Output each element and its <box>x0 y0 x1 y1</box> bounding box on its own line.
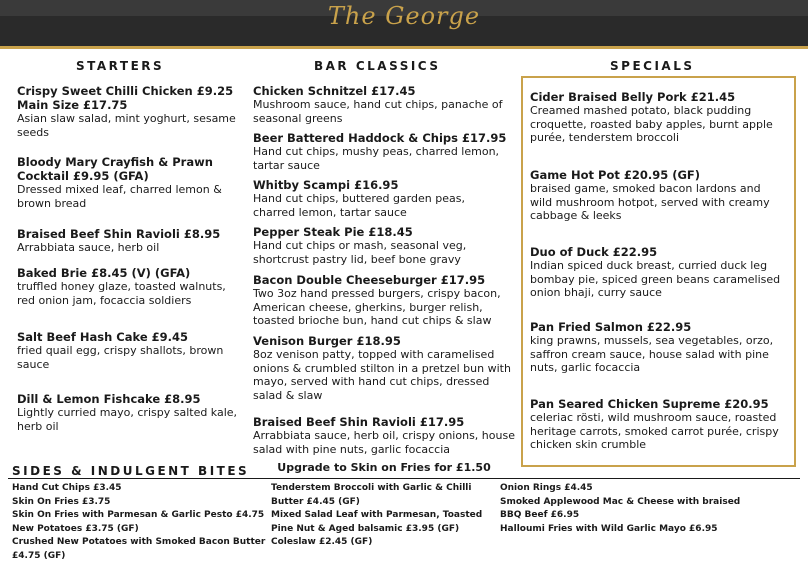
bar-classic-item <box>253 84 518 125</box>
item-name: Braised Beef Shin Ravioli £17.95 <box>253 415 465 429</box>
item-name: Duo of Duck £22.95 <box>530 245 658 259</box>
item-desc: celeriac rösti, wild mushroom sauce, roasted heritage carrots, smoked carrot purée, crispy chicken skin crumble <box>530 411 779 451</box>
bar-classic-item <box>253 334 518 402</box>
item-name: Venison Burger £18.95 <box>253 334 401 348</box>
item-desc: Two 3oz hand pressed burgers, crispy bacon, American cheese, gherkins, burger relish, toasted brioche bun, hand cut chips & slaw <box>253 287 501 327</box>
bar-classic-item <box>253 131 518 172</box>
item-name: Dill & Lemon Fishcake £8.95 <box>17 392 201 406</box>
item-name: Pan Seared Chicken Supreme £20.95 <box>530 397 769 411</box>
item-name: Braised Beef Shin Ravioli £8.95 <box>17 227 221 241</box>
item-name: Game Hot Pot £20.95 (GF) <box>530 168 701 182</box>
upgrade-note: Upgrade to Skin on Fries for £1.50 <box>277 461 491 474</box>
side-item: Butter £4.45 (GF) <box>271 496 360 507</box>
item-desc: king prawns, mussels, sea vegetables, orzo, saffron cream sauce, house salad with pine nuts, garlic focaccia <box>530 334 774 374</box>
side-item: Hand Cut Chips £3.45 <box>12 483 122 493</box>
sides-divider <box>8 478 800 479</box>
bar-classic-item <box>253 273 518 328</box>
item-name: Cider Braised Belly Pork £21.45 <box>530 90 736 104</box>
side-item: Tenderstem Broccoli with Garlic & Chilli <box>271 483 472 493</box>
side-item: Mixed Salad Leaf with Parmesan, Toasted <box>271 510 483 520</box>
side-item: Halloumi Fries with Wild Garlic Mayo £6.95 <box>500 523 718 534</box>
header-gold-rule <box>0 46 808 49</box>
brand-logo: The George <box>327 2 481 30</box>
item-name: Baked Brie £8.45 (V) (GFA) <box>17 266 191 280</box>
starter-item <box>17 266 252 307</box>
specials-heading: SPECIALS <box>610 59 695 73</box>
item-desc: 8oz venison patty, topped with caramelised onions & crumbled stilton in a pretzel bun with mayo, served with hand cut chips, dressed salad & slaw <box>253 348 511 402</box>
special-item <box>530 397 792 452</box>
side-item: Pine Nut & Aged balsamic £3.95 (GF) <box>271 523 460 534</box>
item-name: Pepper Steak Pie £18.45 <box>253 225 413 239</box>
item-name: Salt Beef Hash Cake £9.45 <box>17 330 188 344</box>
special-item <box>530 168 792 223</box>
item-desc: Hand cut chips, buttered garden peas, charred lemon, tartar sauce <box>253 192 465 219</box>
item-name: Pan Fried Salmon £22.95 <box>530 320 692 334</box>
item-name: Bacon Double Cheeseburger £17.95 <box>253 273 486 287</box>
side-item: New Potatoes £3.75 (GF) <box>12 523 139 534</box>
bar-classic-item <box>253 225 518 266</box>
bar-classic-item <box>253 415 518 456</box>
starter-item <box>17 155 252 210</box>
item-name: Crispy Sweet Chilli Chicken £9.25 Main Size £17.75 <box>17 84 234 112</box>
item-desc: Hand cut chips or mash, seasonal veg, shortcrust pastry lid, beef bone gravy <box>253 239 467 266</box>
side-item: Skin On Fries £3.75 <box>12 496 111 507</box>
side-item: BBQ Beef £6.95 <box>500 510 580 520</box>
sides-heading: SIDES & INDULGENT BITES <box>12 464 250 478</box>
side-item: £4.75 (GF) <box>12 550 66 561</box>
starter-item <box>17 227 252 255</box>
item-desc: Hand cut chips, mushy peas, charred lemon, tartar sauce <box>253 145 500 172</box>
starter-item <box>17 392 252 433</box>
item-desc: Lightly curried mayo, crispy salted kale, herb oil <box>17 406 238 433</box>
item-desc: Creamed mashed potato, black pudding croquette, roasted baby apples, burnt apple purée, tenderstem broccoli <box>530 104 773 144</box>
item-name: Beer Battered Haddock & Chips £17.95 <box>253 131 507 145</box>
item-desc: Mushroom sauce, hand cut chips, panache of seasonal greens <box>253 98 503 125</box>
special-item <box>530 245 792 300</box>
starter-item <box>17 84 252 139</box>
side-item: Smoked Applewood Mac & Cheese with braised <box>500 496 741 507</box>
starters-heading: STARTERS <box>76 59 165 73</box>
special-item <box>530 90 792 145</box>
item-desc: braised game, smoked bacon lardons and wild mushroom hotpot, served with creamy cabbage & leeks <box>530 182 770 222</box>
sides-column-3 <box>500 482 740 536</box>
item-desc: Arrabbiata sauce, herb oil <box>17 241 160 254</box>
item-desc: Asian slaw salad, mint yoghurt, sesame seeds <box>17 112 236 139</box>
sides-column-2 <box>271 482 482 550</box>
sides-column-1 <box>12 482 265 563</box>
side-item: Crushed New Potatoes with Smoked Bacon Butter <box>12 537 266 547</box>
item-desc: Dressed mixed leaf, charred lemon & brown bread <box>17 183 222 210</box>
item-desc: Indian spiced duck breast, curried duck leg bombay pie, spiced green beans caramelised onion bhaji, curry sauce <box>530 259 781 299</box>
item-name: Whitby Scampi £16.95 <box>253 178 399 192</box>
side-item: Coleslaw £2.45 (GF) <box>271 537 373 547</box>
side-item: Onion Rings £4.45 <box>500 483 593 493</box>
item-name: Bloody Mary Crayfish & Prawn Cocktail £9.95 (GFA) <box>17 155 213 183</box>
item-desc: Arrabbiata sauce, herb oil, crispy onions, house salad with pine nuts, garlic focaccia <box>253 429 515 456</box>
item-desc: truffled honey glaze, toasted walnuts, red onion jam, focaccia soldiers <box>17 280 226 307</box>
item-name: Chicken Schnitzel £17.45 <box>253 84 416 98</box>
bar-classics-heading: BAR CLASSICS <box>314 59 441 73</box>
special-item <box>530 320 792 375</box>
side-item: Skin On Fries with Parmesan & Garlic Pesto £4.75 <box>12 510 265 520</box>
bar-classic-item <box>253 178 518 219</box>
starter-item <box>17 330 252 371</box>
item-desc: fried quail egg, crispy shallots, brown sauce <box>17 344 224 371</box>
